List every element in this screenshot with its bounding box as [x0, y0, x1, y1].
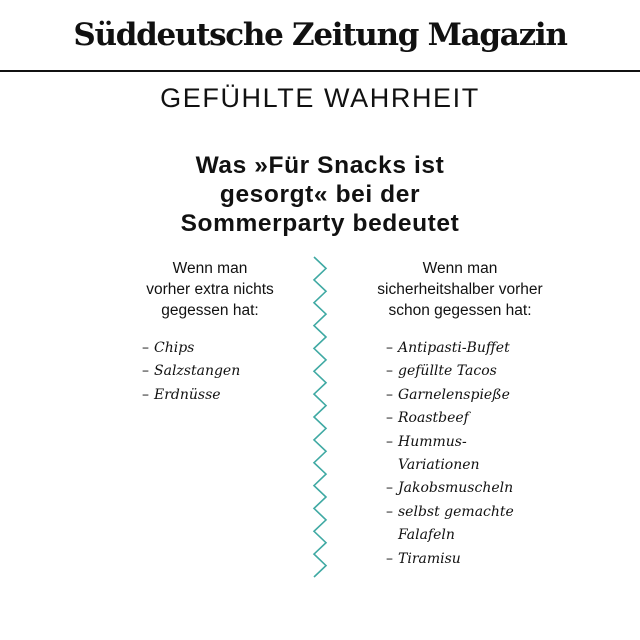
heading-line: vorher extra nichts [146, 281, 274, 298]
headline-line: Was »Für Snacks ist [195, 152, 445, 179]
list-item-text: Roastbeef [398, 410, 469, 427]
dash-marker: – [386, 410, 393, 427]
list-item [386, 360, 586, 383]
masthead-logo: Süddeutsche Zeitung Magazin [73, 17, 567, 53]
dash-marker: – [142, 363, 149, 380]
list-item-text: gefüllte Tacos [398, 363, 497, 380]
headline [60, 151, 580, 238]
list-item [386, 431, 586, 454]
zigzag-line [314, 257, 326, 577]
dash-marker: – [386, 550, 393, 567]
right-column-heading [340, 258, 580, 321]
headline-line: Sommerparty bedeutet [180, 210, 460, 237]
list-item-text: Jakobsmuscheln [398, 480, 514, 497]
list-item-text: Hummus- [398, 433, 467, 450]
zigzag-divider [305, 256, 335, 578]
list-item [386, 548, 586, 571]
list-item-text: Antipasti-Buffet [398, 340, 510, 356]
list-item [142, 360, 302, 383]
dash-marker: – [386, 480, 393, 497]
dash-marker: – [386, 363, 393, 380]
right-snack-list [386, 337, 586, 571]
list-item-text: selbst gemachte [398, 503, 514, 520]
list-item-text: Salzstangen [154, 363, 241, 380]
list-item [386, 477, 586, 500]
dash-marker: – [386, 433, 393, 450]
list-item-continuation [386, 524, 586, 547]
list-item [386, 384, 586, 407]
left-snack-list [142, 337, 302, 407]
heading-line: sicherheitshalber vorher [377, 281, 543, 298]
list-item [386, 337, 586, 360]
masthead-divider [0, 70, 640, 72]
left-column-heading [100, 258, 320, 321]
dash-marker: – [142, 340, 149, 356]
list-item-text: Chips [154, 340, 195, 356]
list-item [386, 407, 586, 430]
dash-marker: – [386, 503, 393, 520]
heading-line: Wenn man [422, 260, 498, 277]
heading-line: Wenn man [172, 260, 248, 277]
list-item-text: Falafeln [398, 527, 455, 544]
list-item [142, 337, 302, 360]
heading-line: gegessen hat: [161, 302, 259, 319]
list-item [386, 501, 586, 524]
list-item-continuation [386, 454, 586, 477]
heading-line: schon gegessen hat: [388, 302, 532, 319]
dash-marker: – [142, 386, 149, 403]
rubric-title: GEFÜHLTE WAHRHEIT [160, 83, 480, 113]
headline-line: gesorgt« bei der [219, 181, 421, 208]
dash-marker: – [386, 386, 393, 403]
list-item-text: Variationen [398, 457, 480, 474]
list-item-text: Tiramisu [398, 550, 461, 567]
list-item-text: Erdnüsse [154, 386, 221, 403]
dash-marker: – [386, 340, 393, 356]
list-item [142, 384, 302, 407]
list-item-text: Garnelenspieße [398, 386, 510, 403]
